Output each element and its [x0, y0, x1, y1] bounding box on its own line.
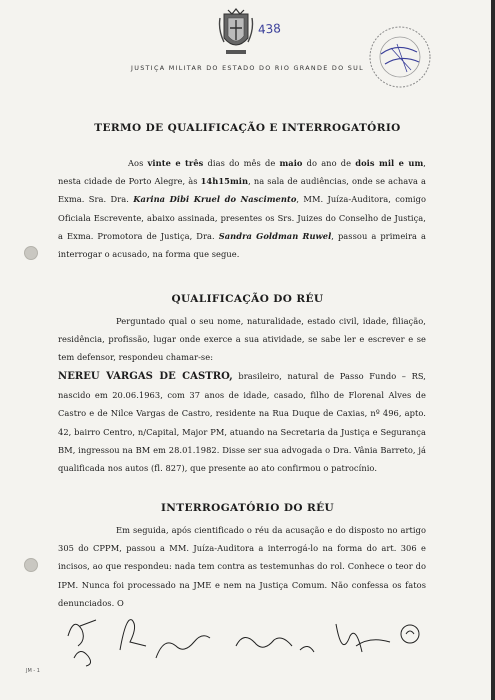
intro-text: , nesta cidade de Porto Alegre, às [58, 158, 426, 187]
intro-year: dois mil e um [355, 158, 424, 168]
defendant-details: brasileiro, natural de Passo Fundo – RS, nascido em 20.06.1963, com 37 anos de idade, casado, filho de Florenal Alves de Castro e de Nilce Vargas de Castro, residente na Rua Duque de Caxias, nº 496, apto. 42, bairro Centro, n/Capital, Major PM, atuando na Secretaria da Justiça e Segurança BM, ingressou na BM em 28.01.1982. Disse ser sua advogada o Dra. Vânia Barreto, já qualificada nos autos (fl. 827), que presente ao ato confirmou o patrocínio. [58, 371, 426, 474]
prosecutor-name: Sandra Goldman Ruwel [218, 230, 332, 241]
institution-header: JUSTIÇA MILITAR DO ESTADO DO RIO GRANDE DO SUL [131, 64, 364, 72]
section-heading-qualificacao: QUALIFICAÇÃO DO RÉU [171, 293, 324, 305]
scan-edge [491, 0, 495, 700]
document-title: TERMO DE QUALIFICAÇÃO E INTERROGATÓRIO [94, 122, 401, 134]
circular-stamp-icon [367, 24, 433, 90]
intro-text: dias do mês de [203, 158, 280, 168]
intro-text: Aos [128, 158, 148, 168]
intro-text: do ano de [302, 158, 356, 168]
intro-text: , MM. Juíza-Auditora, comigo Oficiala Escrevente, abaixo assinada, presentes os Srs. Juizes do Conselho de Justiça, a Exma. Promotora de Justiça, Dra. [58, 194, 427, 241]
qualificacao-answer [58, 367, 426, 477]
intro-text: , na sala de audiências, onde se achava a Exma. Sra. Dra. [58, 176, 426, 205]
punch-hole [24, 558, 38, 572]
intro-month: maio [279, 158, 303, 168]
punch-hole [24, 246, 38, 260]
judge-name: Karina Dibi Kruel do Nascimento [133, 194, 297, 205]
form-code: JM - 1 [26, 668, 40, 674]
signatures-area [60, 606, 450, 676]
intro-paragraph [58, 154, 426, 263]
handwritten-page-number: 438 [257, 21, 282, 37]
defendant-name: NEREU VARGAS DE CASTRO, [58, 371, 233, 382]
qualificacao-question: Perguntado qual o seu nome, naturalidade, estado civil, idade, filiação, residência, profissão, lugar onde exerce a sua atividade, se sabe ler e escrever e se tem defensor, respondeu chamar-se: [58, 316, 426, 363]
section-heading-interrogatorio: INTERROGATÓRIO DO RÉU [160, 502, 335, 514]
intro-time: 14h15min [200, 176, 249, 187]
signature-icon [68, 620, 419, 666]
intro-text: , passou a primeira a interrogar o acusado, na forma que segue. [58, 230, 426, 260]
state-coat-of-arms-icon [218, 8, 254, 58]
intro-day: vinte e três [147, 158, 204, 168]
interrogatorio-paragraph: Em seguida, após cientificado o réu da acusação e do disposto no artigo 305 do CPPM, passou a MM. Juíza-Auditora a interrogá-lo na forma do art. 306 e incisos, ao que respondeu: nada tem contra as testemunhas do rol. Conhece o teor do IPM. Nunca foi processado na JME e nem na Justiça Comum. Não confessa os fatos denunciados. O [58, 525, 426, 608]
